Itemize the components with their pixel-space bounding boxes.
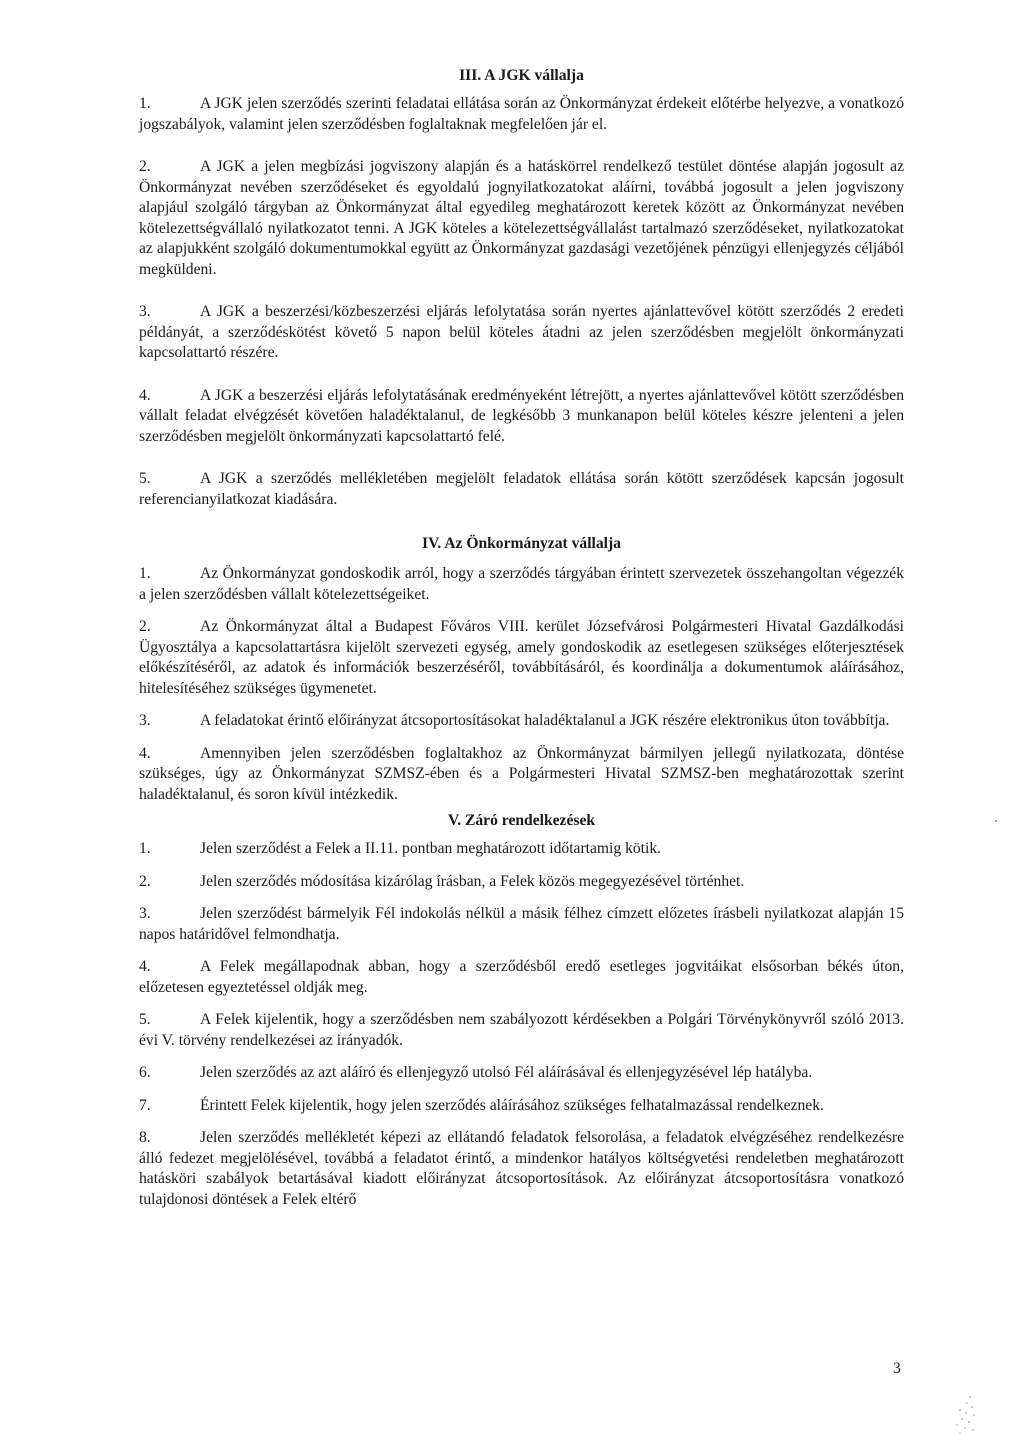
section-heading-iv: IV. Az Önkormányzat vállalja bbox=[422, 535, 621, 552]
scan-artifact-marks bbox=[930, 1395, 990, 1435]
paragraph-text: Az Önkormányzat gondoskodik arról, hogy a szerződés tárgyában érintett szervezetek összehangoltan végezzék a jelen szerződésben vállalt kötelezettségeiket. bbox=[139, 565, 904, 603]
section-v-body bbox=[139, 839, 904, 1210]
paragraph-number: 7. bbox=[139, 1096, 151, 1114]
paragraph-v-6 bbox=[139, 1063, 904, 1084]
section-heading-iii: III. A JGK vállalja bbox=[459, 67, 584, 84]
paragraph-text: Jelen szerződést a Felek a II.11. pontban meghatározott időtartamig kötik. bbox=[200, 840, 662, 857]
paragraph-number: 2. bbox=[139, 618, 151, 635]
paragraph-number: 2. bbox=[139, 872, 151, 890]
scan-speck bbox=[995, 820, 997, 822]
paragraph-number: 8. bbox=[139, 1129, 151, 1146]
paragraph-iv-3 bbox=[139, 711, 904, 732]
paragraph-iii-3 bbox=[139, 302, 904, 364]
paragraph-text: Jelen szerződés módosítása kizárólag írásban, a Felek közös megegyezésével történhet. bbox=[200, 872, 745, 890]
paragraph-iii-2 bbox=[139, 157, 904, 280]
paragraph-text: A Felek kijelentik, hogy a szerződésben nem szabályozott kérdésekben a Polgári Törvénykönyvről szóló 2013. évi V. törvény rendelkezései az irányadók. bbox=[139, 1011, 904, 1049]
section-iv-body bbox=[139, 564, 904, 805]
page-number: 3 bbox=[893, 1360, 901, 1377]
paragraph-v-2 bbox=[139, 872, 904, 893]
paragraph-number: 3. bbox=[139, 303, 151, 320]
paragraph-number: 3. bbox=[139, 905, 151, 922]
paragraph-text: Érintett Felek kijelentik, hogy jelen szerződés aláírásához szükséges felhatalmazással rendelkeznek. bbox=[200, 1096, 824, 1114]
paragraph-text: A JGK a beszerzési eljárás lefolytatásának eredményeként létrejött, a nyertes ajánlattevővel kötött szerződésben vállalt feladat elvégzését követően haladéktalanul, de legkésőbb 3 munkanapon belül köteles készre jelenteni a jelen szerződésben megjelölt önkormányzati kapcsolattartó felé. bbox=[139, 386, 904, 445]
paragraph-iii-4 bbox=[139, 386, 904, 448]
paragraph-v-1 bbox=[139, 839, 904, 860]
document-body bbox=[139, 64, 904, 1210]
paragraph-text: A JGK a beszerzési/közbeszerzési eljárás lefolytatása során nyertes ajánlattevővel kötött szerződés 2 eredeti példányát, a szerződéskötést követő 5 napon belül köteles átadni az jelen szerződésben megjelölt önkormányzati kapcsolattartó részére. bbox=[139, 303, 904, 361]
paragraph-number: 5. bbox=[139, 470, 151, 487]
paragraph-text: A Felek megállapodnak abban, hogy a szerződésből eredő esetleges jogvitáikat elsősorban békés úton, előzetesen egyeztetéssel oldják meg. bbox=[139, 958, 904, 996]
paragraph-number: 4. bbox=[139, 744, 151, 762]
paragraph-number: 1. bbox=[139, 95, 151, 112]
paragraph-v-4 bbox=[139, 957, 904, 998]
paragraph-text: A JGK a szerződés mellékletében megjelölt feladatok ellátása során kötött szerződések kapcsán jogosult referencianyilatkozat kiadására. bbox=[139, 470, 904, 508]
paragraph-iv-4 bbox=[139, 744, 904, 806]
paragraph-number: 6. bbox=[139, 1064, 151, 1081]
paragraph-text: A JGK a jelen megbízási jogviszony alapján és a hatáskörrel rendelkező testület döntése alapján jogosult az Önkormányzat nevében szerződéseket és egyoldalú jognyilatkozatokat aláírni, továbbá jogosult a jelen jogviszony alapjául szolgáló tárgyban az Önkormányzat által egyedileg meghatározott keretek között az Önkormányzat nevében kötelezettségvállaló nyilatkozatot tenni. A JGK köteles a kötelezettségvállalást tartalmazó szerződéseket, nyilatkozatokat az alapjukként szolgáló dokumentumokkal együtt az Önkormányzat gazdasági vezetőjének pénzügyi ellenjegyzés céljából megküldeni. bbox=[139, 158, 904, 278]
section-iii-body bbox=[139, 94, 904, 510]
paragraph-number: 1. bbox=[139, 840, 151, 857]
paragraph-number: 3. bbox=[139, 712, 151, 729]
paragraph-v-7 bbox=[139, 1096, 904, 1117]
paragraph-v-5 bbox=[139, 1010, 904, 1051]
paragraph-text: Jelen szerződést bármelyik Fél indokolás nélkül a másik félhez címzett előzetes írásbeli nyilatkozat alapján 15 napos határidővel felmondhatja. bbox=[139, 905, 904, 943]
paragraph-iii-1 bbox=[139, 94, 904, 135]
paragraph-number: 2. bbox=[139, 158, 151, 175]
paragraph-iii-5 bbox=[139, 469, 904, 510]
paragraph-iv-2 bbox=[139, 617, 904, 699]
paragraph-v-8 bbox=[139, 1128, 904, 1210]
paragraph-text: A JGK jelen szerződés szerinti feladatai ellátása során az Önkormányzat érdekeit előtérbe helyezve, a vonatkozó jogszabályok, valamint jelen szerződésben foglaltaknak megfelelően jár el. bbox=[139, 95, 904, 133]
paragraph-text: Az Önkormányzat által a Budapest Főváros VIII. kerület Józsefvárosi Polgármesteri Hivatal Gazdálkodási Ügyosztálya a kapcsolattartásra kijelölt szervezeti egység, amely gondoskodik az esetlegesen szükséges előterjesztések előkészítéséről, az adatok és információk beszerzéséről, továbbításáról, és koordinálja a dokumentumok aláírásához, hitelesítéséhez szükséges ügymenetet. bbox=[139, 618, 904, 697]
paragraph-v-3 bbox=[139, 904, 904, 945]
paragraph-iv-1 bbox=[139, 564, 904, 605]
paragraph-number: 4. bbox=[139, 386, 151, 404]
paragraph-number: 4. bbox=[139, 958, 151, 975]
section-heading-v: V. Záró rendelkezések bbox=[447, 812, 596, 829]
paragraph-number: 1. bbox=[139, 565, 151, 582]
paragraph-text: Jelen szerződés mellékletét képezi az ellátandó feladatok felsorolása, a feladatok elvégzéséhez rendelkezésre álló fedezet megjelölésével, továbbá a feladatot érintő, a mindenkor hatályos költségvetési rendeletben meghatározott hatásköri szabályok betartásával kiadott előirányzat átcsoportosítások. Az előirányzat átcsoportosításra vonatkozó tulajdonosi döntések a Felek eltérő bbox=[139, 1129, 904, 1208]
paragraph-text: A feladatokat érintő előirányzat átcsoportosításokat haladéktalanul a JGK részére elektronikus úton továbbítja. bbox=[200, 712, 890, 729]
paragraph-number: 5. bbox=[139, 1011, 151, 1028]
paragraph-text: Jelen szerződés az azt aláíró és ellenjegyző utolsó Fél aláírásával és ellenjegyzésével lép hatályba. bbox=[200, 1064, 813, 1081]
paragraph-text: Amennyiben jelen szerződésben foglaltakhoz az Önkormányzat bármilyen jellegű nyilatkozata, döntése szükséges, úgy az Önkormányzat SZMSZ-ében és a Polgármesteri Hivatal SZMSZ-ben meghatározottak szerint haladéktalanul, és soron kívül intézkedik. bbox=[139, 744, 904, 803]
